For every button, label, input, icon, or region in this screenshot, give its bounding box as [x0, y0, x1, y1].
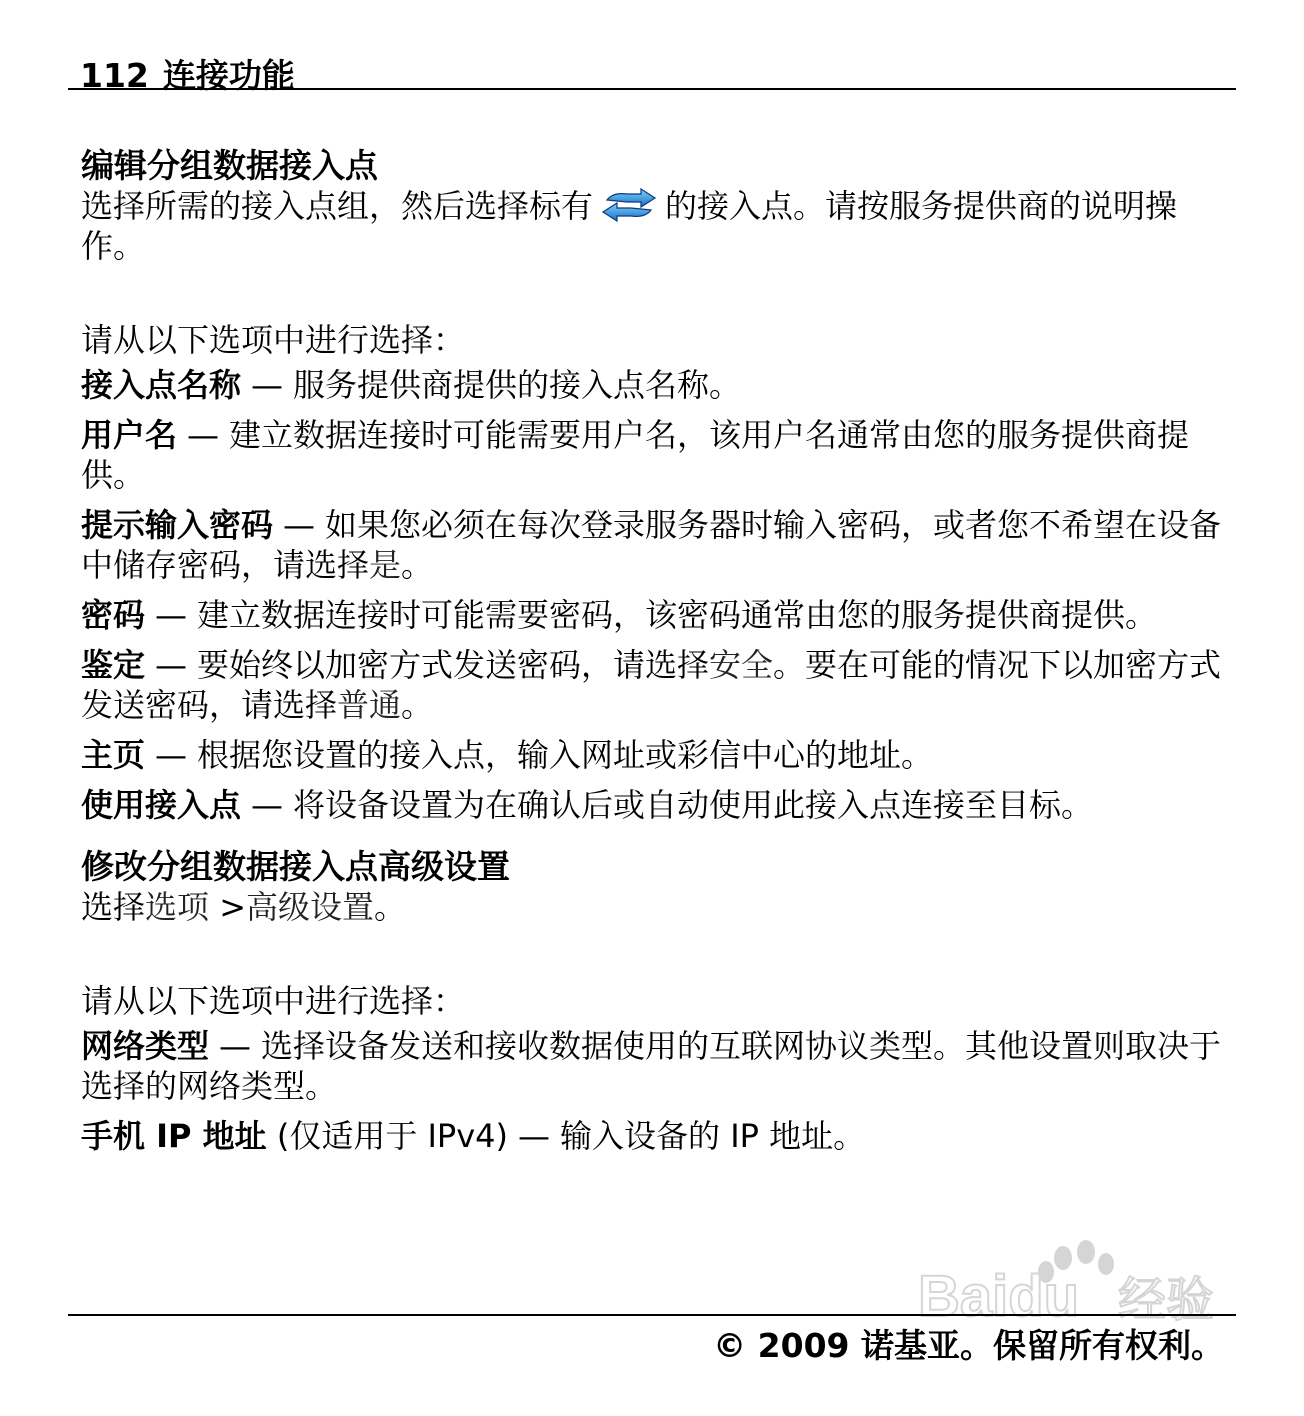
option-prompt-password: 提示输入密码 — 如果您必须在每次登录服务器时输入密码，或者您不希望在设备中储存密码，请选择是。 [81, 506, 1222, 584]
menu-value-secure: 安全 [709, 646, 774, 684]
option-network-type: 网络类型 — 选择设备发送和接收数据使用的互联网协议类型。其他设置则取决于选择的网络类型。 [81, 1027, 1222, 1105]
watermark-brand: Baidu [918, 1264, 1080, 1329]
menu-options: 选项 [145, 888, 210, 926]
option-apn: 接入点名称 — 服务提供商提供的接入点名称。 [81, 366, 742, 404]
option-authentication: 鉴定 — 要始终以加密方式发送密码，请选择安全。要在可能的情况下以加密方式发送密码，请选择普通。 [81, 646, 1222, 724]
menu-advanced-settings: 高级设置 [246, 888, 375, 926]
menu-value-normal: 普通 [337, 686, 402, 724]
header-text [80, 50, 295, 97]
copyright: © 2009 诺基亚。保留所有权利。 [713, 1326, 1224, 1365]
option-homepage: 主页 — 根据您设置的接入点，输入网址或彩信中心的地址。 [81, 736, 934, 774]
menu-value-yes: 是 [369, 546, 402, 584]
option-phone-ip: 手机 IP 地址 (仅适用于 IPv4) — 输入设备的 IP 地址。 [81, 1117, 866, 1155]
page-footer [68, 1314, 1236, 1365]
section1-heading: 编辑分组数据接入点 [81, 146, 378, 185]
section1-intro: 选择所需的接入点组，然后选择标有 的接入点。请按服务提供商的说明操作。 [81, 187, 1178, 265]
chapter-title: 连接功能 [162, 56, 295, 95]
option-password: 密码 — 建立数据连接时可能需要密码，该密码通常由您的服务提供商提供。 [81, 596, 1158, 634]
section2-choose-prompt: 请从以下选项中进行选择： [81, 982, 466, 1020]
option-use-access-point: 使用接入点 — 将设备设置为在确认后或自动使用此接入点连接至目标。 [81, 786, 1094, 824]
page-content [81, 146, 1231, 1156]
section2-instruction: 选择选项 >高级设置。 [81, 888, 407, 926]
option-username: 用户名 — 建立数据连接时可能需要用户名，该用户名通常由您的服务提供商提供。 [81, 416, 1190, 494]
page-number: 112 [80, 56, 149, 95]
packet-data-access-point-icon [601, 188, 657, 222]
section2-heading: 修改分组数据接入点高级设置 [81, 847, 510, 886]
section1-choose-prompt: 请从以下选项中进行选择： [81, 321, 466, 359]
watermark-label: 经验 [1118, 1272, 1215, 1328]
page-header [68, 46, 1236, 95]
